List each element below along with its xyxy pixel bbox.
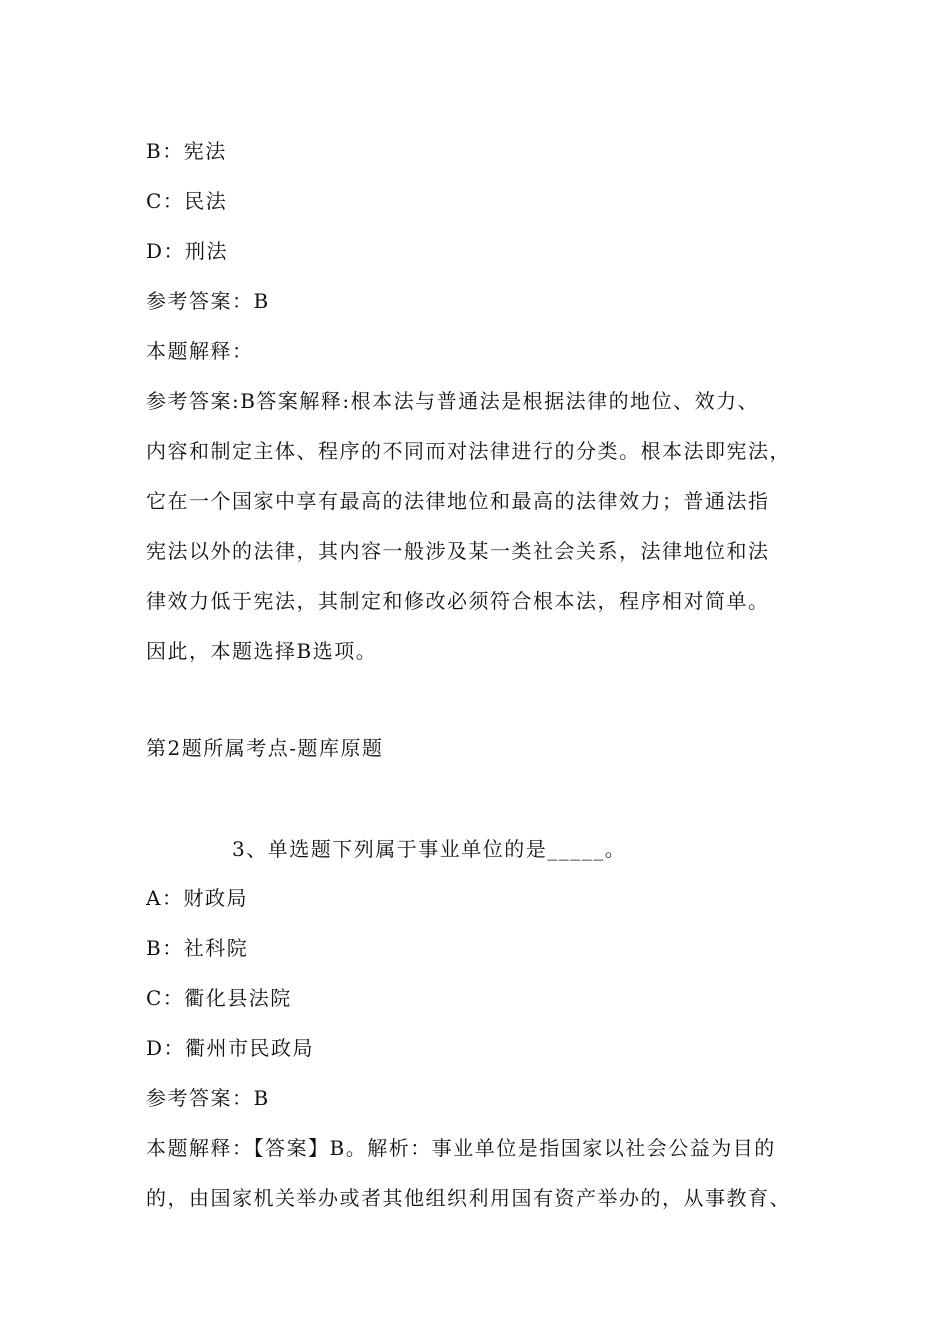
q3-answer: 参考答案：B [146, 1086, 270, 1110]
q3-option-a: A：财政局 [146, 886, 248, 910]
q1-explanation-line: 参考答案:B答案解释:根本法与普通法是根据法律的地位、效力、 [146, 389, 760, 413]
q3-option-b: B：社科院 [146, 936, 249, 960]
q1-explanation-line: 它在一个国家中享有最高的法律地位和最高的法律效力；普通法指 [146, 489, 770, 513]
q1-option-d: D：刑法 [146, 239, 229, 263]
section-title: 第2题所属考点-题库原题 [146, 736, 384, 760]
q3-explanation-line: 的，由国家机关举办或者其他组织利用国有资产举办的，从事教育、 [146, 1186, 791, 1210]
q1-explanation-label: 本题解释： [146, 339, 254, 363]
q1-explanation-line: 因此，本题选择B选项。 [146, 639, 378, 663]
q1-explanation [146, 388, 826, 688]
q1-explanation-line: 宪法以外的法律，其内容一般涉及某一类社会关系，法律地位和法 [146, 539, 770, 563]
q1-explanation-line: 内容和制定主体、程序的不同而对法律进行的分类。根本法即宪法， [146, 439, 791, 463]
q3-explanation [146, 1135, 826, 1235]
q1-option-b: B：宪法 [146, 139, 227, 163]
q1-answer: 参考答案：B [146, 289, 270, 313]
q3-option-d: D：衢州市民政局 [146, 1036, 315, 1060]
q3-question: 3、单选题下列属于事业单位的是_____。 [232, 837, 627, 861]
q1-explanation-line: 律效力低于宪法，其制定和修改必须符合根本法，程序相对简单。 [146, 589, 770, 613]
q3-explanation-line: 本题解释：【答案】B。解析：事业单位是指国家以社会公益为目的 [146, 1136, 776, 1160]
q1-option-c: C：民法 [146, 189, 228, 213]
q3-option-c: C：衢化县法院 [146, 986, 292, 1010]
